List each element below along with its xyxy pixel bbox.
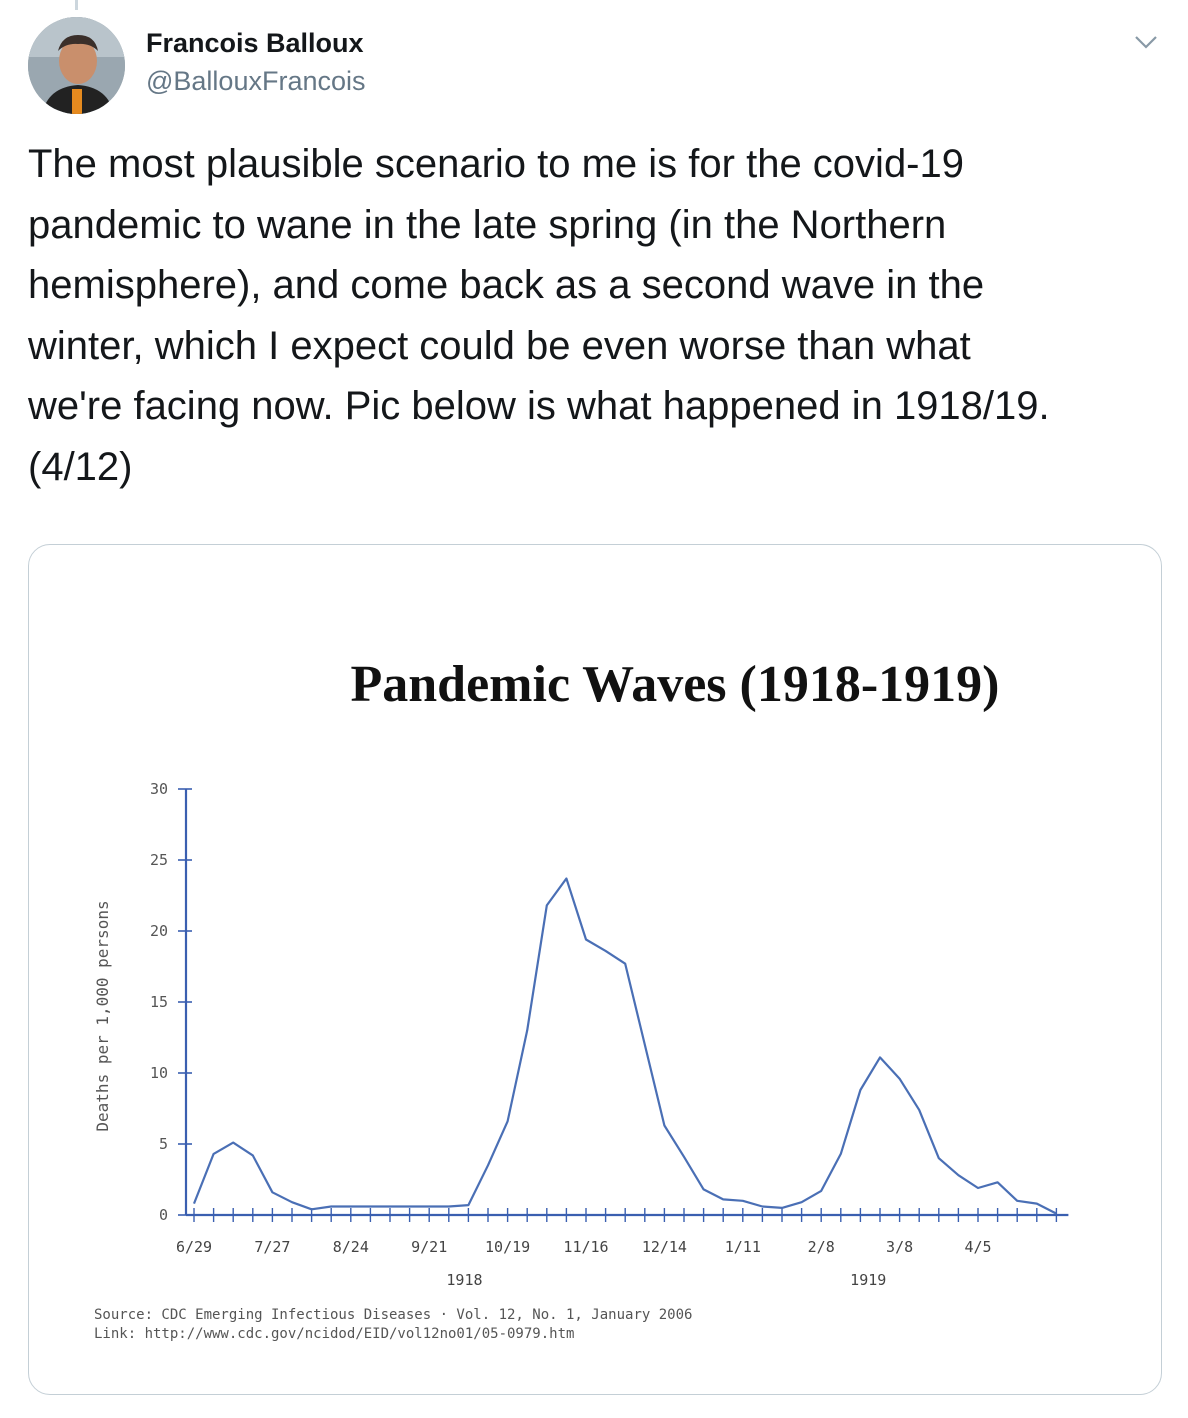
y-tick-label: 20 — [149, 922, 168, 940]
x-tick-label: 12/14 — [641, 1238, 687, 1256]
y-tick-label: 30 — [149, 780, 168, 798]
avatar-photo-icon — [28, 17, 125, 114]
chart-title: Pandemic Waves (1918-1919) — [350, 656, 1000, 713]
x-tick-label: 1/11 — [724, 1238, 761, 1256]
x-tick-label: 10/19 — [485, 1238, 531, 1256]
x-tick-label: 6/29 — [175, 1238, 213, 1256]
y-tick-label: 15 — [149, 993, 168, 1011]
avatar[interactable] — [28, 17, 125, 114]
author-handle[interactable]: @BallouxFrancois — [146, 66, 366, 96]
author-name[interactable]: Francois Balloux — [146, 28, 364, 58]
tweet-text: The most plausible scenario to me is for the covid-19 pandemic to wane in the late spring (in the Northern hemisphere), and come back as a second wave in the winter, which I expect could be even worse than what we're facing now. Pic below is what happened in 1918/19. (4/12) — [28, 142, 1050, 489]
thread-connector — [75, 0, 78, 10]
x-tick-label: 8/24 — [332, 1238, 369, 1256]
x-tick-label: 7/27 — [254, 1238, 291, 1256]
x-tick-label: 3/8 — [886, 1238, 914, 1256]
chevron-down-icon[interactable] — [1132, 30, 1160, 54]
year-label: 1919 — [850, 1271, 887, 1289]
source-line: Source: CDC Emerging Infectious Diseases · Vol. 12, No. 1, January 2006 — [94, 1307, 693, 1323]
y-axis-label: Deaths per 1,000 persons — [93, 900, 112, 1132]
source-link: Link: http://www.cdc.gov/ncidod/EID/vol12no01/05-0979.htm — [94, 1326, 575, 1342]
year-label: 1918 — [446, 1271, 483, 1289]
chart-source — [94, 1306, 692, 1344]
x-tick-label: 9/21 — [411, 1238, 448, 1256]
y-tick-label: 25 — [149, 851, 168, 869]
x-tick-label: 11/16 — [563, 1238, 609, 1256]
x-tick-label: 2/8 — [807, 1238, 835, 1256]
y-tick-label: 5 — [158, 1135, 168, 1153]
y-tick-label: 10 — [149, 1064, 168, 1082]
x-tick-label: 4/5 — [964, 1238, 992, 1256]
y-tick-label: 0 — [158, 1206, 168, 1224]
